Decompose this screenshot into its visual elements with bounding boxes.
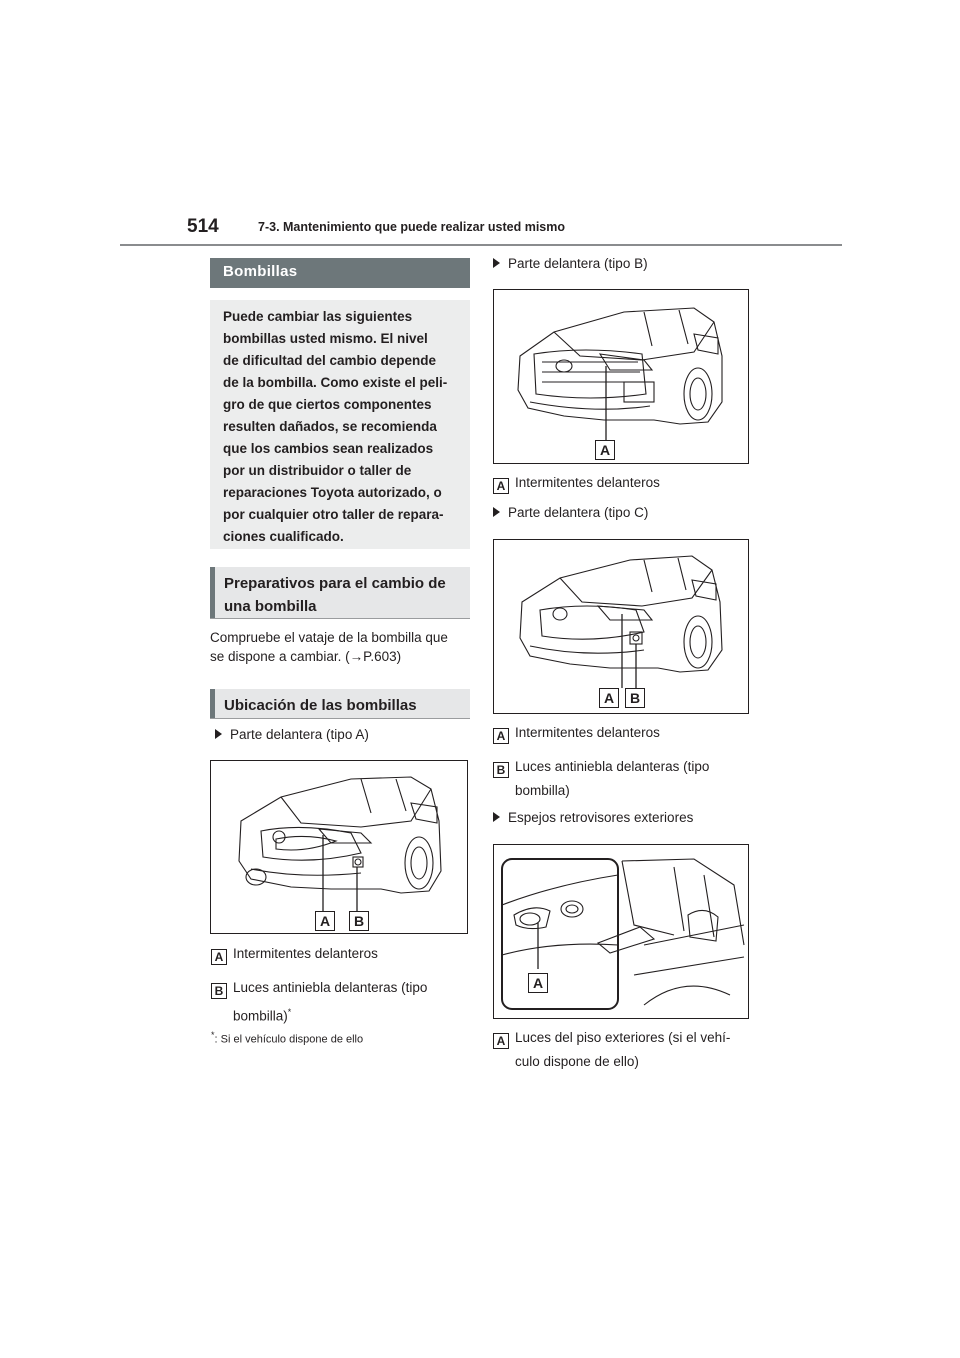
legend-label-b: B <box>493 762 509 778</box>
callout-a-label: A <box>595 440 615 460</box>
intro-line: ciones cualificado. <box>223 529 344 544</box>
type-b-bullet: Parte delantera (tipo B) <box>493 256 648 271</box>
legend-b-item-A: A Intermitentes delanteros <box>493 475 755 497</box>
suv-front-illustration <box>211 761 467 933</box>
legend-label-a: A <box>493 1033 509 1049</box>
triangle-bullet-icon <box>493 258 500 268</box>
type-c-bullet: Parte delantera (tipo C) <box>493 505 648 520</box>
intro-line: por un distribuidor o taller de <box>223 463 412 478</box>
legend-label-b: B <box>211 983 227 999</box>
figure-front-type-a <box>210 760 468 934</box>
intro-line: de la bombilla. Como existe el peli- <box>223 375 448 390</box>
section-title: 7-3. Mantenimiento que puede realizar usted mismo <box>258 220 566 234</box>
intro-line: reparaciones Toyota autorizado, o <box>223 485 442 500</box>
figure-front-type-c <box>493 539 749 714</box>
intro-line: que los cambios sean realizados <box>223 441 434 456</box>
intro-line: resulten dañados, se recomienda <box>223 419 437 434</box>
suv-front-illustration <box>494 290 748 463</box>
page-reference[interactable]: P.603) <box>363 649 402 664</box>
ubicacion-heading: Ubicación de las bombillas <box>210 689 470 719</box>
prep-heading <box>210 567 470 619</box>
header-rule <box>120 244 842 246</box>
intro-line: bombillas usted mismo. El nivel <box>223 331 428 346</box>
figure-front-type-b <box>493 289 749 464</box>
suv-front-illustration <box>494 540 748 713</box>
legend-a-item-B: B Luces antiniebla delanteras (tipo bombilla)* <box>211 980 473 1024</box>
legend-label-a: A <box>493 478 509 494</box>
legend-m-item-A: A Luces del piso exteriores (si el vehí- culo dispone de ello) <box>493 1030 755 1074</box>
prep-heading-line: una bombilla <box>224 598 317 615</box>
prep-heading-line: Preparativos para el cambio de <box>224 575 446 592</box>
check-line: Compruebe el vataje de la bombilla que <box>210 630 448 645</box>
callout-a-label: A <box>599 688 619 708</box>
intro-line: por cualquier otro taller de repara- <box>223 507 444 522</box>
legend-a-item-A: A Intermitentes delanteros <box>211 946 473 968</box>
bombillas-heading: Bombillas <box>210 258 470 288</box>
check-line: se dispone a cambiar. (→P.603) <box>210 649 402 664</box>
legend-label-a: A <box>493 728 509 744</box>
callout-b-label: B <box>625 688 645 708</box>
intro-line: gro de que ciertos componentes <box>223 397 432 412</box>
legend-label-a: A <box>211 949 227 965</box>
callout-b-label: B <box>349 911 369 931</box>
intro-line: de dificultad del cambio depende <box>223 353 437 368</box>
figure-mirrors <box>493 844 749 1019</box>
footnote: *: Si el vehículo dispone de ello <box>211 1030 364 1046</box>
legend-c-item-A: A Intermitentes delanteros <box>493 725 755 747</box>
check-wattage-text <box>210 628 475 666</box>
arrow-icon: → <box>349 649 364 664</box>
callout-a-label: A <box>528 973 548 993</box>
triangle-bullet-icon <box>215 729 222 739</box>
legend-c-item-B: B Luces antiniebla delanteras (tipo bombilla) <box>493 759 755 803</box>
intro-box <box>210 300 470 549</box>
callout-a-label: A <box>315 911 335 931</box>
triangle-bullet-icon <box>493 507 500 517</box>
triangle-bullet-icon <box>493 812 500 822</box>
page-number: 514 <box>187 216 219 237</box>
intro-line: Puede cambiar las siguientes <box>223 309 413 324</box>
mirrors-bullet: Espejos retrovisores exteriores <box>493 810 693 825</box>
type-a-bullet: Parte delantera (tipo A) <box>215 727 369 742</box>
